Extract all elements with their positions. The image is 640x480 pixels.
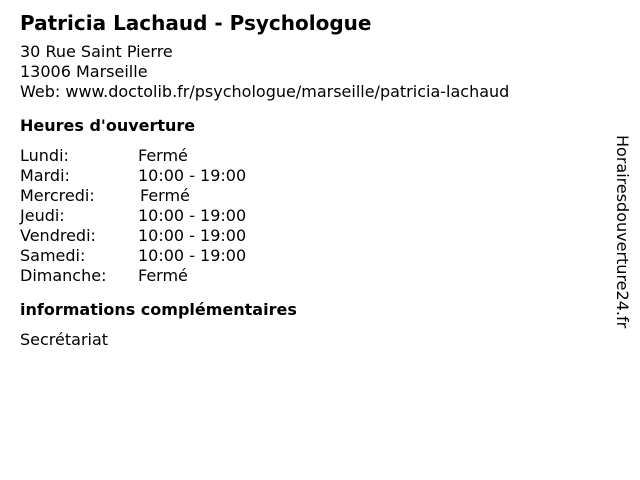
hours-row-sunday [20,266,600,286]
hours-row-wednesday [20,186,600,206]
day-label: Dimanche: [20,266,107,285]
hours-row-tuesday [20,166,600,186]
hours-value: 10:00 - 19:00 [138,166,247,185]
day-label: Jeudi: [20,206,65,225]
hours-row-saturday [20,246,600,266]
day-label: Lundi: [20,146,69,165]
hours-row-friday [20,226,600,246]
address-line-1: 30 Rue Saint Pierre [20,42,173,61]
additional-info-heading: informations complémentaires [20,300,297,319]
hours-value: 10:00 - 19:00 [138,226,247,245]
address-line-2: 13006 Marseille [20,62,148,81]
day-label: Vendredi: [20,226,96,245]
additional-info-text: Secrétariat [20,330,109,349]
opening-hours-heading: Heures d'ouverture [20,116,196,135]
hours-row-thursday [20,206,600,226]
day-label: Samedi: [20,246,86,265]
business-title: Patricia Lachaud - Psychologue [20,11,372,35]
hours-value: Fermé [140,186,190,205]
website-line: Web: www.doctolib.fr/psychologue/marseille/patricia-lachaud [20,82,510,101]
day-label: Mardi: [20,166,70,185]
business-card [20,10,600,350]
site-brand-vertical: Horairesdouverture24.fr [613,135,632,329]
hours-value: Fermé [138,146,188,165]
day-label: Mercredi: [20,186,95,205]
opening-hours-list [20,146,600,286]
hours-value: 10:00 - 19:00 [138,206,247,225]
hours-row-monday [20,146,600,166]
hours-value: 10:00 - 19:00 [138,246,247,265]
hours-value: Fermé [138,266,188,285]
